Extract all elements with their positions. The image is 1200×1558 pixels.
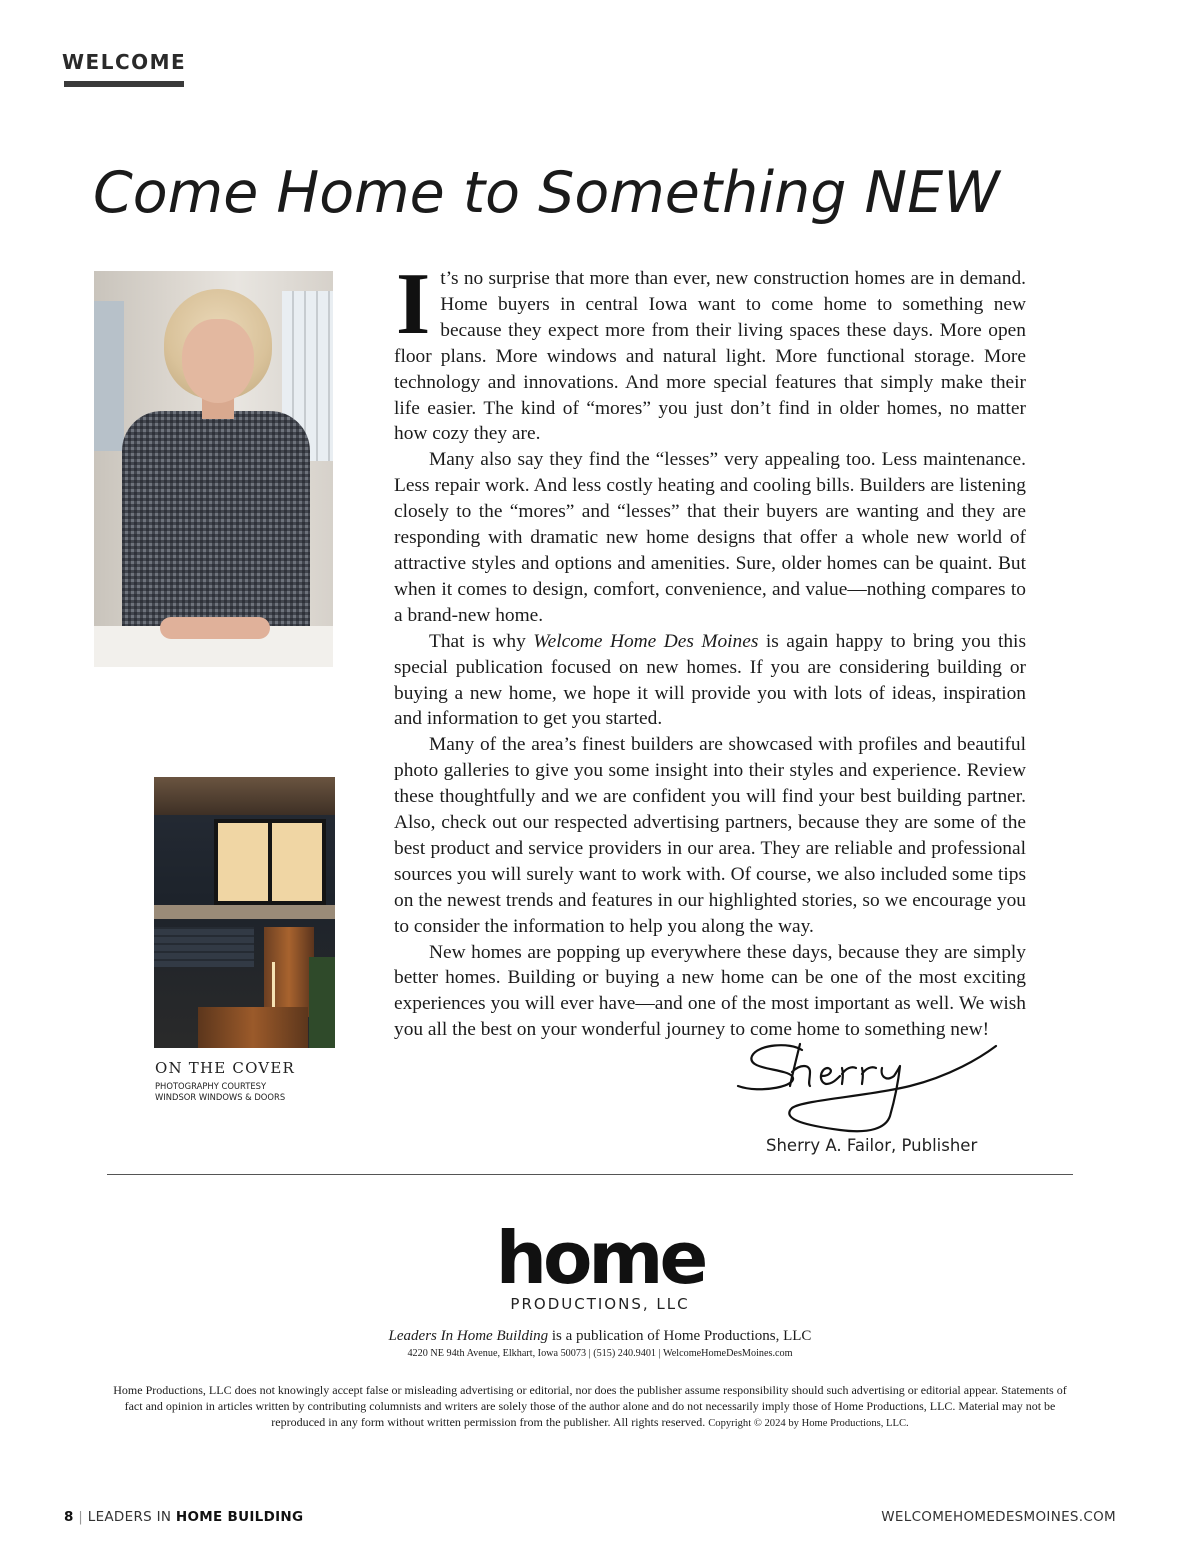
cover-title: ON THE COVER xyxy=(155,1059,295,1077)
footer-publication-bold: HOME BUILDING xyxy=(175,1509,304,1525)
home-productions-logo: home xyxy=(495,1216,705,1300)
footer-website: WELCOMEHOMEDESMOINES.COM xyxy=(881,1509,1116,1525)
publisher-portrait xyxy=(94,271,333,667)
article-paragraph-5: New homes are popping up everywhere these days, because they are simply better homes. Building or buying a new home can be one of the most exciting experiences you will ever have—and one of the most important as well. We wish you all the best on your wonderful journey to come home to something new! xyxy=(394,941,1026,1041)
drop-cap: I xyxy=(396,256,431,353)
publisher-signature xyxy=(730,1036,1005,1136)
cover-greenery xyxy=(309,957,335,1048)
cover-credit xyxy=(155,1081,335,1103)
disclaimer xyxy=(104,1382,1076,1432)
portrait-face xyxy=(182,319,254,403)
cover-roof xyxy=(154,777,335,815)
disclaimer-text: Home Productions, LLC does not knowingly accept false or misleading advertising or editorial, nor does the publisher assume responsibility should such advertising or editorial appear. Statements of fact and opinion in articles written by contributing columnists and writers are solely those of the author alone and do not necessarily imply those of Home Productions, LLC. Material may not be reproduced in any form without written permission from the publisher. All rights reserved. xyxy=(113,1383,1067,1429)
cover-planter-low xyxy=(198,1007,308,1048)
page-title: Come Home to Something NEW xyxy=(93,160,1000,226)
article-paragraph-3 xyxy=(394,629,1026,733)
article-paragraph-2: Many also say they find the “lesses” very appealing too. Less maintenance. Less repair work. And less costly heating and cooling bills. Builders are listening closely to the “mores” and “lesses” that their buyers are wanting and they are responding with dramatic new home designs that offer a whole new world of attractive styles and options and amenities. Sure, older homes can be quaint. But when it comes to design, comfort, convenience, and value—nothing compares to a brand-new home. xyxy=(394,449,1026,626)
portrait-shirt xyxy=(122,411,310,636)
signature-caption: Sherry A. Failor, Publisher xyxy=(766,1136,978,1155)
portrait-hands xyxy=(160,617,270,639)
publication-title: Leaders In Home Building xyxy=(388,1328,549,1344)
article-body xyxy=(394,256,1026,1043)
copyright-notice: Copyright © 2024 by Home Productions, LLC. xyxy=(708,1418,909,1429)
section-divider xyxy=(107,1174,1073,1175)
cover-waterfall xyxy=(272,962,275,1012)
publisher-address: 4220 NE 94th Avenue, Elkhart, Iowa 50073 | (515) 240.9401 | WelcomeHomeDesMoines.com xyxy=(407,1348,793,1359)
page-number: 8 xyxy=(64,1509,74,1525)
article-paragraph-1-text: t’s no surprise that more than ever, new construction homes are in demand. Home buyers in central Iowa want to come home to something new because they expect more from their living spaces these days. More open floor plans. More windows and natural light. More functional storage. More technology and innovations. And more special features that simply make their life easier. The kind of “mores” you just don’t find in older homes, no matter how cozy they are. xyxy=(394,268,1026,445)
cover-credit-line2: WINDSOR WINDOWS & DOORS xyxy=(155,1092,286,1102)
portrait-window-left xyxy=(94,301,124,451)
article-paragraph-3-lead: That is why xyxy=(429,630,534,652)
article-paragraph-4: Many of the area’s finest builders are showcased with profiles and beautiful photo galleries to give you some insight into their styles and experience. Review these thoughtfully and we are confident you will find your best building partner. Also, check out our respected advertising partners, because they are some of the best product and service providers in our area. They are reliable and professional sources you will surely want to work with. Of course, we also included some tips on the newest trends and features in our highlighted stories, so we encourage you to consider the information to help you along the way. xyxy=(394,734,1026,937)
footer-left xyxy=(64,1509,303,1525)
article-paragraph-3-text: is again happy to bring you this special publication focused on new homes. If you are considering building or buying a new home, we hope it will provide you with lots of ideas, inspiration and information to get you started. xyxy=(394,630,1026,730)
publication-line-text: is a publication of Home Productions, LLC xyxy=(548,1328,812,1344)
article-paragraph-1 xyxy=(394,256,1026,447)
cover-deck xyxy=(154,905,335,919)
cover-photo xyxy=(154,777,335,1048)
cover-credit-line1: PHOTOGRAPHY COURTESY xyxy=(155,1081,267,1091)
footer-publication-label: LEADERS IN xyxy=(87,1509,176,1525)
section-rule xyxy=(64,81,184,87)
cover-garage xyxy=(154,927,254,967)
footer-separator: | xyxy=(78,1509,84,1525)
publication-name: Welcome Home Des Moines xyxy=(533,630,759,652)
publication-line xyxy=(0,1328,1200,1345)
cover-window xyxy=(214,819,326,905)
logo-subtitle: PRODUCTIONS, LLC xyxy=(510,1295,690,1313)
section-label: WELCOME xyxy=(62,50,187,74)
